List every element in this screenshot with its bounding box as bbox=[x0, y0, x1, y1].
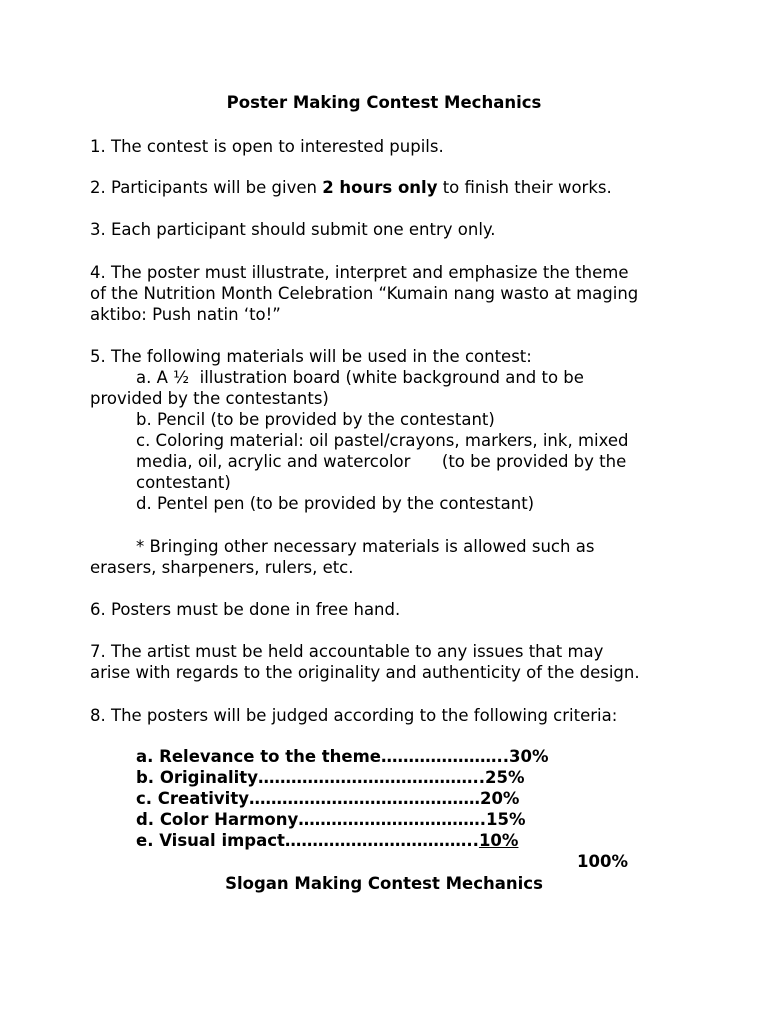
item-5b: b. Pencil (to be provided by the contestant) bbox=[136, 410, 495, 429]
criteria-total: 100% bbox=[577, 852, 628, 871]
item-4-line-1: 4. The poster must illustrate, interpret and emphasize the theme bbox=[90, 263, 629, 282]
item-8: 8. The posters will be judged according to the following criteria: bbox=[90, 706, 618, 725]
criteria-row bbox=[136, 767, 524, 788]
item-5a-line-1: a. A ½ illustration board (white background and to be bbox=[136, 368, 584, 387]
criteria-row bbox=[136, 809, 526, 830]
criteria-label: e. Visual impact…………………………….. bbox=[136, 831, 479, 850]
item-2-text-pre: 2. Participants will be given bbox=[90, 178, 323, 197]
criteria-percent: 20% bbox=[479, 789, 520, 808]
item-5c-line-2: media, oil, acrylic and watercolor (to be provided by the bbox=[136, 452, 627, 471]
item-2-text-post: to finish their works. bbox=[437, 178, 612, 197]
criteria-row bbox=[136, 746, 549, 767]
note-line-2: erasers, sharpeners, rulers, etc. bbox=[90, 558, 354, 577]
item-2 bbox=[90, 177, 612, 198]
item-3: 3. Each participant should submit one entry only. bbox=[90, 220, 496, 239]
item-2-bold-text: 2 hours only bbox=[322, 178, 438, 197]
criteria-row bbox=[136, 788, 519, 809]
item-5c-line-3: contestant) bbox=[136, 473, 231, 492]
criteria-percent: 10% bbox=[478, 831, 519, 850]
note-line-1: * Bringing other necessary materials is allowed such as bbox=[136, 537, 595, 556]
item-7-line-1: 7. The artist must be held accountable to any issues that may bbox=[90, 642, 604, 661]
criteria-label: c. Creativity…………………………………… bbox=[136, 789, 480, 808]
item-1: 1. The contest is open to interested pupils. bbox=[90, 137, 444, 156]
item-7-line-2: arise with regards to the originality and authenticity of the design. bbox=[90, 663, 640, 682]
slogan-title: Slogan Making Contest Mechanics bbox=[225, 874, 543, 893]
criteria-percent: 15% bbox=[486, 810, 526, 829]
item-5d: d. Pentel pen (to be provided by the contestant) bbox=[136, 494, 535, 513]
item-4-line-3: aktibo: Push natin ‘to!” bbox=[90, 305, 281, 324]
item-5a-line-2: provided by the contestants) bbox=[90, 389, 329, 408]
criteria-label: d. Color Harmony……………………………. bbox=[136, 810, 487, 829]
poster-title: Poster Making Contest Mechanics bbox=[226, 93, 542, 112]
item-6: 6. Posters must be done in free hand. bbox=[90, 600, 401, 619]
item-4-line-2: of the Nutrition Month Celebration “Kumain nang wasto at maging bbox=[90, 284, 639, 303]
criteria-percent: 25% bbox=[484, 768, 525, 787]
criteria-label: b. Originality………………………………….. bbox=[136, 768, 485, 787]
criteria-label: a. Relevance to the theme………………….. bbox=[136, 747, 510, 766]
item-5: 5. The following materials will be used in the contest: bbox=[90, 347, 532, 366]
criteria-row bbox=[136, 830, 518, 851]
criteria-percent: 30% bbox=[509, 747, 549, 766]
item-5c-line-1: c. Coloring material: oil pastel/crayons, markers, ink, mixed bbox=[136, 431, 629, 450]
